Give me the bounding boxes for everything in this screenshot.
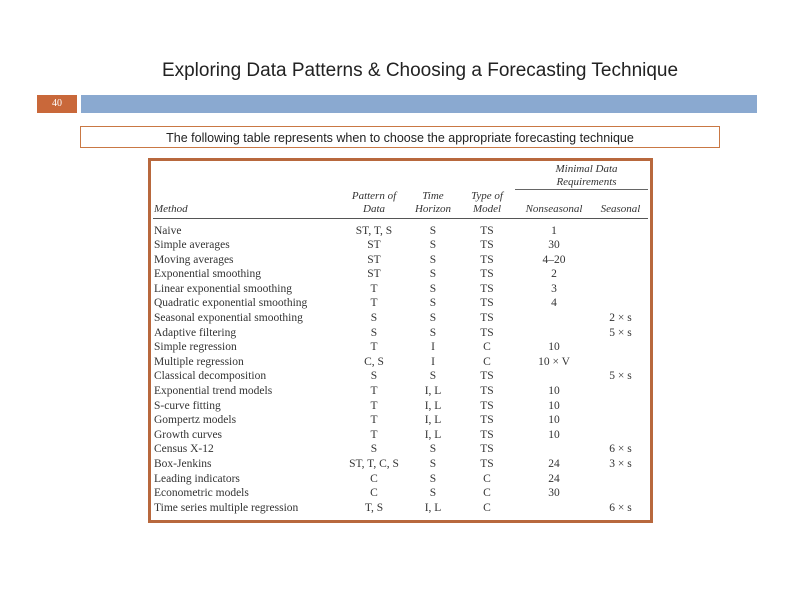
model-cell: C — [483, 472, 491, 485]
seasonal-cell — [593, 267, 648, 282]
table-row — [153, 238, 648, 253]
horizon-cell: S — [429, 472, 437, 485]
pattern-header: Pattern of Data — [351, 189, 397, 215]
pattern-cell: C, S — [364, 355, 384, 368]
method-cell: Multiple regression — [154, 355, 244, 368]
nonseasonal-cell: 3 — [551, 282, 557, 295]
table-row — [153, 311, 648, 326]
model-cell: TS — [480, 399, 494, 412]
horizon-cell: S — [429, 487, 437, 500]
model-cell: C — [483, 501, 491, 514]
pattern-cell: T — [370, 282, 378, 295]
method-cell: Seasonal exponential smoothing — [154, 312, 303, 325]
seasonal-cell — [593, 218, 648, 238]
pattern-cell: C — [370, 472, 378, 485]
seasonal-cell — [593, 355, 648, 370]
horizon-cell: S — [429, 297, 437, 310]
horizon-cell: S — [429, 224, 437, 237]
seasonal-cell: 6 × s — [609, 501, 632, 514]
method-cell: Growth curves — [154, 428, 223, 441]
pattern-cell: ST, T, S — [355, 224, 393, 237]
method-cell: Exponential smoothing — [154, 268, 262, 281]
table-row — [153, 282, 648, 297]
nonseasonal-cell: 10 — [548, 414, 560, 427]
horizon-cell: I, L — [424, 414, 442, 427]
seasonal-cell — [593, 238, 648, 253]
table-row — [153, 399, 648, 414]
seasonal-cell — [593, 413, 648, 428]
model-cell: TS — [480, 312, 494, 325]
nonseasonal-cell: 10 — [548, 385, 560, 398]
seasonal-cell — [593, 282, 648, 297]
pattern-cell: S — [370, 312, 378, 325]
method-header: Method — [154, 202, 188, 215]
seasonal-cell — [593, 428, 648, 443]
horizon-cell: I, L — [424, 385, 442, 398]
method-cell: Moving averages — [154, 253, 234, 266]
method-cell: Leading indicators — [154, 472, 240, 485]
pattern-cell: T — [370, 399, 378, 412]
method-cell: Adaptive filtering — [154, 326, 237, 339]
model-cell: TS — [480, 224, 494, 237]
nonseasonal-cell — [515, 501, 593, 516]
model-cell: C — [483, 341, 491, 354]
subtitle-box: The following table represents when to choose the appropriate forecasting technique — [80, 126, 720, 148]
horizon-cell: S — [429, 239, 437, 252]
method-cell: Linear exponential smoothing — [154, 282, 292, 295]
slide-number: 40 — [37, 95, 77, 113]
table-row — [153, 296, 648, 311]
table-row — [153, 442, 648, 457]
horizon-cell: S — [429, 312, 437, 325]
horizon-cell: S — [429, 326, 437, 339]
table-row — [153, 501, 648, 516]
table-row — [153, 486, 648, 501]
horizon-cell: I — [431, 355, 435, 368]
nonseasonal-cell: 30 — [548, 239, 560, 252]
model-cell: TS — [480, 443, 494, 456]
horizon-cell: I, L — [424, 399, 442, 412]
model-cell: TS — [480, 282, 494, 295]
nonseasonal-cell: 30 — [548, 487, 560, 500]
nonseasonal-cell: 4 — [551, 297, 557, 310]
method-cell: Simple averages — [154, 239, 230, 252]
model-cell: TS — [480, 268, 494, 281]
model-cell: TS — [480, 458, 494, 470]
horizon-cell: S — [429, 282, 437, 295]
seasonal-cell: 6 × s — [609, 443, 632, 456]
method-cell: Census X-12 — [154, 443, 214, 456]
method-cell: Simple regression — [154, 341, 237, 354]
nonseasonal-cell — [515, 369, 593, 384]
slide-title: Exploring Data Patterns & Choosing a Forecasting Technique — [161, 60, 679, 81]
horizon-cell: S — [429, 443, 437, 456]
model-cell: TS — [480, 326, 494, 339]
pattern-cell: ST, T, C, S — [349, 458, 399, 470]
nonseasonal-cell: 10 — [548, 428, 560, 441]
table-row — [153, 369, 648, 384]
seasonal-cell — [593, 384, 648, 399]
method-cell: Naive — [154, 224, 182, 237]
seasonal-cell — [593, 253, 648, 268]
pattern-cell: ST — [367, 239, 381, 252]
method-cell: Classical decomposition — [154, 370, 267, 383]
pattern-cell: ST — [367, 253, 381, 266]
horizon-cell: S — [429, 458, 437, 470]
pattern-cell: S — [370, 443, 378, 456]
horizon-cell: S — [429, 268, 437, 281]
horizon-cell: I, L — [424, 501, 442, 514]
table-row — [153, 413, 648, 428]
method-cell: Gompertz models — [154, 414, 237, 427]
nonseasonal-cell: 10 × V — [538, 355, 570, 368]
nonseasonal-cell: 4–20 — [542, 253, 566, 266]
table-row — [153, 457, 648, 472]
title-bar — [81, 95, 757, 113]
table-row — [153, 472, 648, 487]
pattern-cell: S — [370, 326, 378, 339]
seasonal-cell — [593, 472, 648, 487]
seasonal-cell: 5 × s — [609, 326, 632, 339]
model-cell: C — [483, 355, 491, 368]
forecasting-table — [153, 163, 648, 515]
seasonal-cell — [593, 399, 648, 414]
nonseasonal-header: Nonseasonal — [525, 202, 583, 215]
table-row — [153, 267, 648, 282]
minimal-data-header: Minimal Data Requirements — [515, 163, 648, 190]
horizon-header: Time Horizon — [414, 189, 452, 215]
seasonal-header: Seasonal — [600, 202, 641, 215]
nonseasonal-cell — [515, 326, 593, 341]
table-row — [153, 428, 648, 443]
model-cell: TS — [480, 385, 494, 398]
nonseasonal-cell: 24 — [548, 472, 560, 485]
method-cell: S-curve fitting — [154, 399, 221, 412]
seasonal-cell — [593, 296, 648, 311]
method-cell: Econometric models — [154, 487, 249, 500]
seasonal-cell — [593, 340, 648, 355]
horizon-cell: I, L — [424, 428, 442, 441]
model-cell: TS — [480, 297, 494, 310]
method-cell: Time series multiple regression — [154, 501, 299, 514]
method-cell: Box-Jenkins — [154, 458, 212, 470]
pattern-cell: ST — [367, 268, 381, 281]
model-cell: TS — [480, 370, 494, 383]
model-cell: TS — [480, 428, 494, 441]
table-row — [153, 355, 648, 370]
horizon-cell: I — [431, 341, 435, 354]
seasonal-cell: 2 × s — [609, 312, 632, 325]
pattern-cell: S — [370, 370, 378, 383]
model-cell: C — [483, 487, 491, 500]
nonseasonal-cell: 10 — [548, 341, 560, 354]
method-cell: Exponential trend models — [154, 385, 273, 398]
nonseasonal-cell — [515, 311, 593, 326]
pattern-cell: C — [370, 487, 378, 500]
pattern-cell: T — [370, 341, 378, 354]
table-row — [153, 384, 648, 399]
horizon-cell: S — [429, 370, 437, 383]
nonseasonal-cell: 10 — [548, 399, 560, 412]
pattern-cell: T — [370, 414, 378, 427]
horizon-cell: S — [429, 253, 437, 266]
pattern-cell: T — [370, 297, 378, 310]
seasonal-cell: 3 × s — [609, 458, 632, 470]
table-row — [153, 326, 648, 341]
nonseasonal-cell: 24 — [548, 458, 560, 470]
nonseasonal-cell — [515, 442, 593, 457]
seasonal-cell: 5 × s — [609, 370, 632, 383]
pattern-cell: T — [370, 385, 378, 398]
model-header: Type of Model — [471, 189, 503, 215]
forecasting-table-frame — [148, 158, 653, 523]
model-cell: TS — [480, 239, 494, 252]
model-cell: TS — [480, 253, 494, 266]
pattern-cell: T — [370, 428, 378, 441]
method-cell: Quadratic exponential smoothing — [154, 297, 308, 310]
nonseasonal-cell: 1 — [551, 224, 557, 237]
model-cell: TS — [480, 414, 494, 427]
table-row — [153, 253, 648, 268]
table-row — [153, 340, 648, 355]
seasonal-cell — [593, 486, 648, 501]
pattern-cell: T, S — [364, 501, 384, 514]
table-row — [153, 218, 648, 238]
nonseasonal-cell: 2 — [551, 268, 557, 281]
